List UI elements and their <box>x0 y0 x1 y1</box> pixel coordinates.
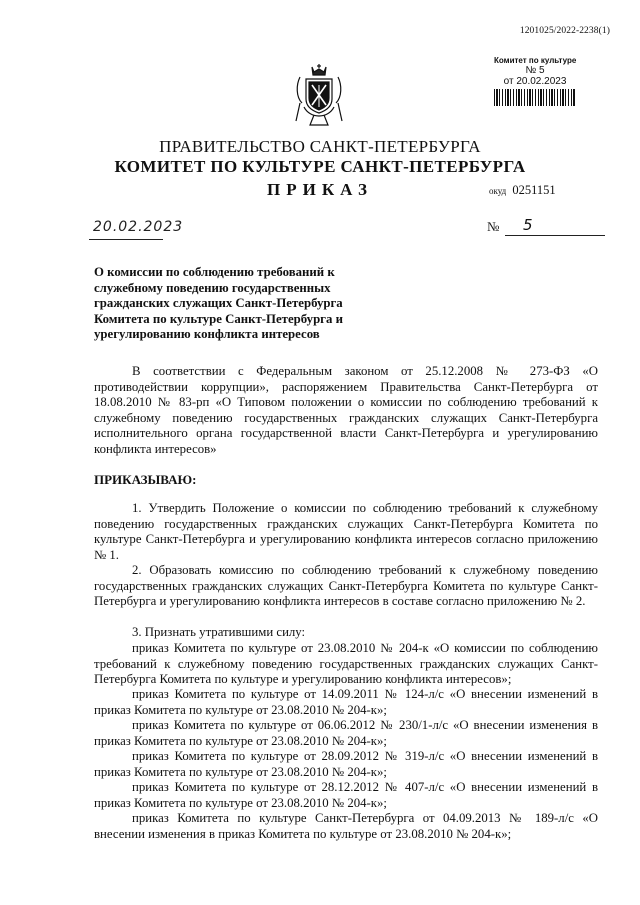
repealed-order-1: приказ Комитета по культуре от 23.08.2010 № 204-к «О комиссии по соблюдению требований к служебному поведению государственных гражданских служащих Санкт-Петербурга Комитета по культуре и урегулированию конфликта интересов»; <box>94 641 598 687</box>
stamp-number: № 5 <box>525 65 545 76</box>
document-registration-number: 1201025/2022-2238(1) <box>519 26 610 36</box>
committee-title: КОМИТЕТ ПО КУЛЬТУРЕ САНКТ-ПЕТЕРБУРГА <box>114 157 526 176</box>
repealed-order-4: приказ Комитета по культуре от 28.09.2012 № 319-л/с «О внесении изменений в приказ Комитета по культуре от 23.08.2010 № 204-к»; <box>94 749 598 779</box>
order-item-2: 2. Образовать комиссию по соблюдению требований к служебному поведению государственных гражданских служащих Санкт-Петербурга Комитета по культуре Санкт-Петербурга и урегулированию конфликта интересов в составе согласно приложению № 2. <box>94 563 598 609</box>
coat-of-arms-emblem <box>292 63 346 129</box>
registration-stamp <box>494 56 576 106</box>
order-item-1: 1. Утвердить Положение о комиссии по соблюдению требований к служебному поведению государственных гражданских служащих Санкт-Петербурга Комитета по культуре Санкт-Петербурга и урегулированию конфликта интересов согласно приложению № 1. <box>94 501 598 562</box>
barcode <box>494 89 576 106</box>
stamp-date: от 20.02.2023 <box>503 76 567 87</box>
repealed-order-2: приказ Комитета по культуре от 14.09.2011 № 124-л/с «О внесении изменений в приказ Комитета по культуре от 23.08.2010 № 204-к»; <box>94 687 598 717</box>
number-sign: № <box>487 219 500 234</box>
handwritten-date-field <box>93 218 184 238</box>
intro-paragraph: В соответствии с Федеральным законом от 25.12.2008 № 273-ФЗ «О противодействии коррупции», распоряжением Правительства Санкт-Петербурга от 18.08.2010 № 83-рп «О Типовом положении о комиссии по соблюдению требований к служебному поведению государственных гражданских служащих Санкт-Петербурга исполнительного органа государственной власти Санкт-Петербурга и урегулированию конфликта интересов» <box>94 364 598 456</box>
number-underline <box>505 235 605 236</box>
okud-code <box>489 183 556 198</box>
order-number-field <box>487 218 605 236</box>
repealed-order-6: приказ Комитета по культуре Санкт-Петербурга от 04.09.2013 № 189-л/с «О внесении изменения в приказ Комитета по культуре от 23.08.2010 № 204-к»; <box>94 811 598 841</box>
order-item-3-heading: 3. Признать утратившими силу: <box>132 625 306 639</box>
government-title: ПРАВИТЕЛЬСТВО САНКТ-ПЕТЕРБУРГА <box>159 137 481 156</box>
repealed-order-5: приказ Комитета по культуре от 28.12.2012 № 407-л/с «О внесении изменений в приказ Комитета по культуре от 23.08.2010 № 204-к»; <box>94 780 598 810</box>
stamp-committee: Комитет по культуре <box>494 56 577 65</box>
date-underline <box>89 239 163 240</box>
order-subject: О комиссии по соблюдению требований к служебному поведению государственных гражданских служащих Санкт-Петербурга Комитета по культуре Санкт-Петербурга и урегулированию конфликта интересов <box>94 265 343 342</box>
document-type-title: ПРИКАЗ <box>267 180 373 199</box>
okud-label: окуд <box>489 186 507 196</box>
repealed-order-3: приказ Комитета по культуре от 06.06.2012 № 230/1-л/с «О внесении изменения в приказ Комитета по культуре от 23.08.2010 № 204-к»; <box>94 718 598 748</box>
handwritten-date: 20.02.2023 <box>93 219 184 235</box>
handwritten-order-number: 5 <box>523 216 533 234</box>
okud-value: 0251151 <box>512 183 556 197</box>
order-word: ПРИКАЗЫВАЮ: <box>94 472 197 487</box>
